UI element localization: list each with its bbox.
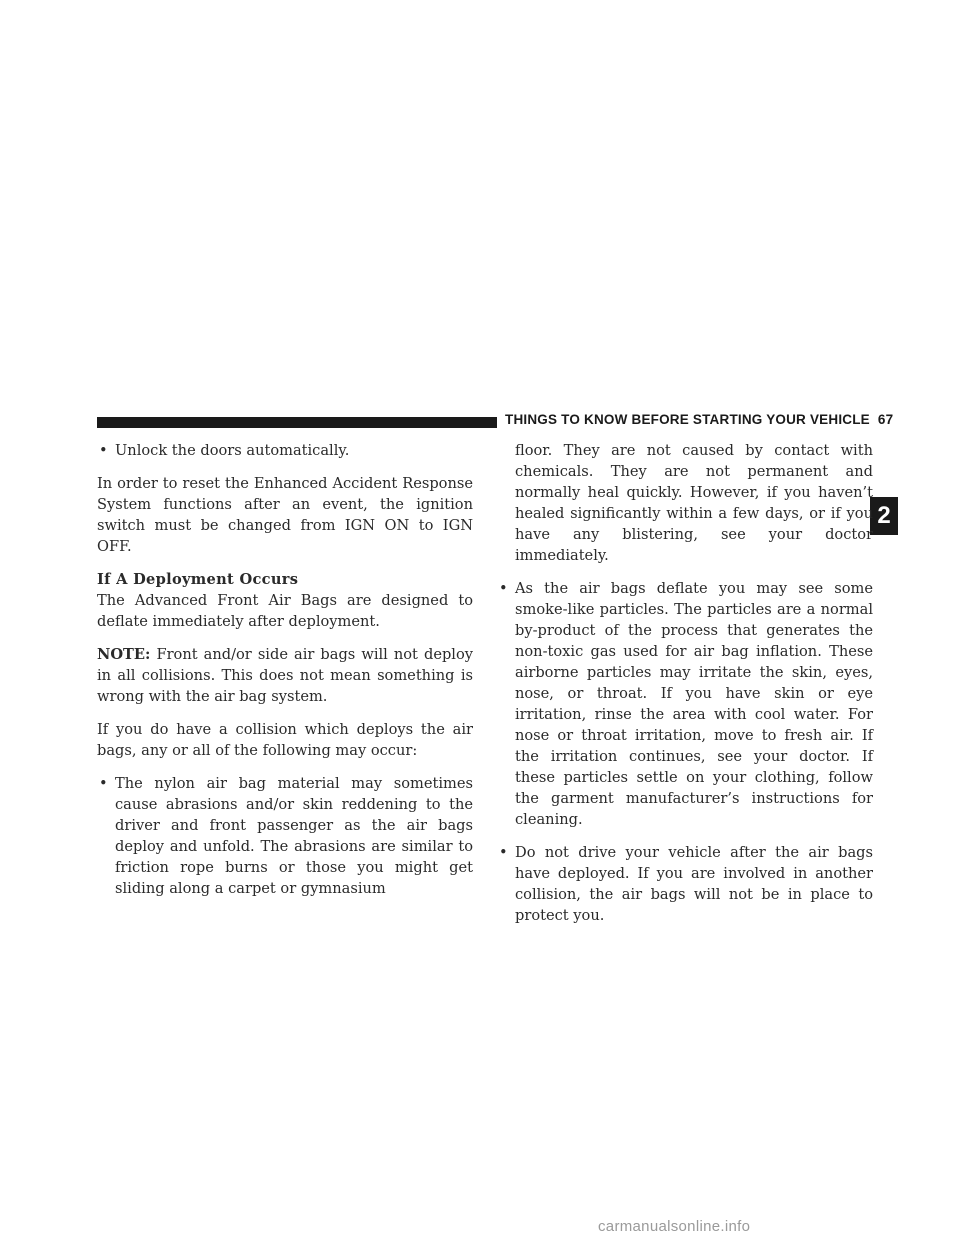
footer-watermark: carmanualsonline.info — [598, 1218, 751, 1235]
note-paragraph — [97, 644, 473, 707]
note-text: Front and/or side air bags will not deploy in all collisions. This does not mean something is wrong with the air bag system. — [97, 646, 473, 705]
bullet-item-nylon — [97, 773, 473, 899]
page-number: 67 — [877, 412, 894, 427]
note-label: NOTE: — [97, 646, 151, 663]
bullet-icon: • — [99, 775, 108, 792]
bullet-continuation: floor. They are not caused by contact with chemicals. They are not permanent and normally heal quickly. However, if you haven’t healed significantly within a few days, or if you have any blistering, see your doctor immediately. — [515, 442, 873, 564]
header-title: THINGS TO KNOW BEFORE STARTING YOUR VEHICLE — [505, 412, 870, 427]
bullet-item-smoke — [497, 578, 873, 830]
collision-paragraph: If you do have a collision which deploys the air bags, any or all of the following may occur: — [97, 721, 473, 759]
bullet-item-unlock — [97, 440, 473, 461]
right-column — [497, 440, 873, 938]
bullet-icon: • — [499, 844, 508, 861]
bullet-item-drive — [497, 842, 873, 926]
bullet-icon: • — [99, 442, 108, 459]
running-header — [505, 412, 893, 427]
chapter-tab: 2 — [870, 497, 898, 535]
left-column — [97, 440, 473, 911]
bullet-text: As the air bags deflate you may see some smoke-like particles. The particles are a normal by-product of the process that generates the non-toxic gas used for air bag inflation. These airborne particles may irritate the skin, eyes, nose, or throat. If you have skin or eye irritation, rinse the area with cool water. For nose or throat irritation, move to fresh air. If the irritation continues, see your doctor. If these particles settle on your clothing, follow the garment manufacturer’s instructions for cleaning. — [515, 580, 873, 828]
reset-paragraph: In order to reset the Enhanced Accident Response System functions after an event, the ignition switch must be changed from IGN ON to IGN OFF. — [97, 475, 473, 555]
section-heading: If A Deployment Occurs — [97, 571, 299, 588]
deployment-paragraph: The Advanced Front Air Bags are designed to deflate immediately after deployment. — [97, 592, 473, 630]
bullet-text: Do not drive your vehicle after the air bags have deployed. If you are involved in another collision, the air bags will not be in place to protect you. — [515, 844, 873, 924]
bullet-icon: • — [499, 580, 508, 597]
bullet-text: Unlock the doors automatically. — [115, 442, 350, 459]
bullet-text: The nylon air bag material may sometimes cause abrasions and/or skin reddening to the driver and front passenger as the air bags deploy and unfold. The abrasions are similar to friction rope burns or those you might get sliding along a carpet or gymnasium — [115, 775, 473, 897]
header-rule — [97, 417, 497, 428]
